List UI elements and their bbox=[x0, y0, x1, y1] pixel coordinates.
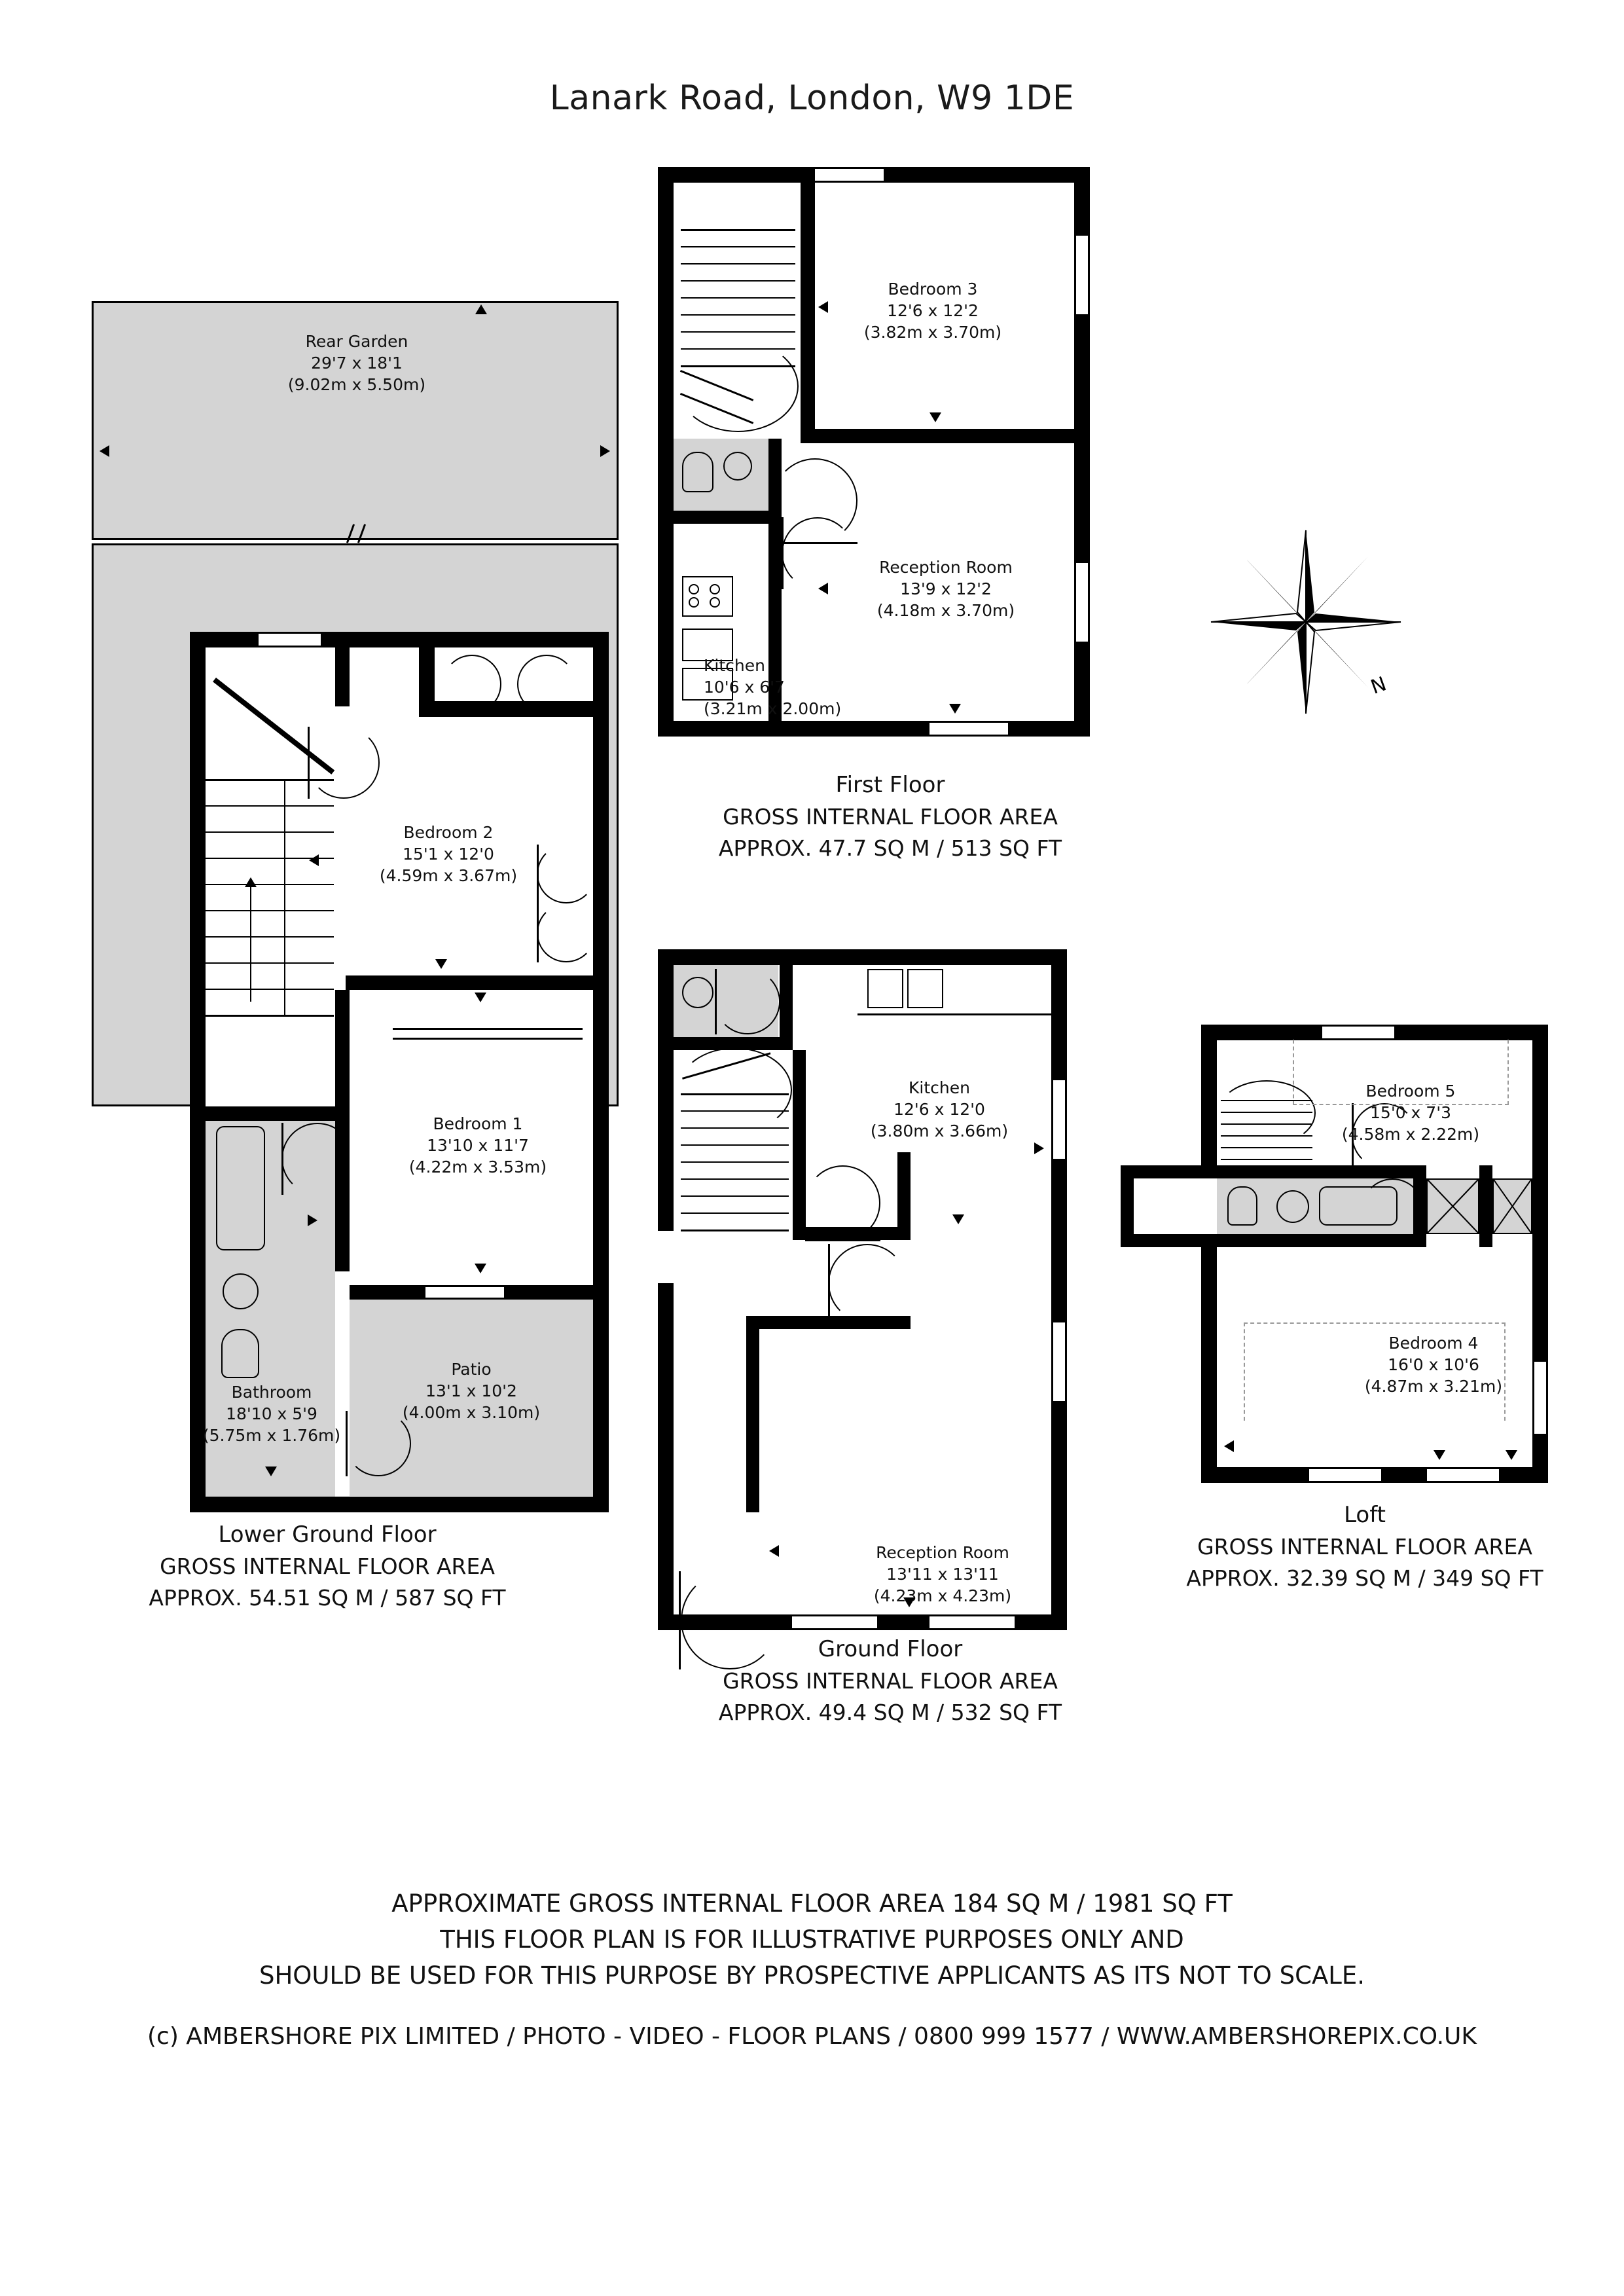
door-leaf bbox=[782, 517, 784, 589]
floor-area-line2: APPROX. 54.51 SQ M / 587 SQ FT bbox=[149, 1585, 506, 1611]
room-label-bedroom-2 bbox=[357, 822, 540, 886]
toilet-icon bbox=[682, 452, 713, 492]
counter-icon bbox=[907, 969, 943, 1008]
floor-area-line1: GROSS INTERNAL FLOOR AREA bbox=[160, 1554, 495, 1580]
lgf-partition-bed2-bed1 bbox=[346, 975, 593, 990]
floor-caption-first-floor bbox=[641, 769, 1139, 864]
lgf-wall-left bbox=[190, 632, 206, 1512]
floor-caption-lower-ground bbox=[0, 1519, 655, 1614]
window bbox=[808, 167, 884, 183]
floor-area-line1: GROSS INTERNAL FLOOR AREA bbox=[1197, 1534, 1532, 1560]
room-dims-imperial: 13'1 x 10'2 bbox=[425, 1381, 517, 1400]
door-arc bbox=[346, 1411, 411, 1476]
loft-ext-wall-bottom bbox=[1121, 1234, 1217, 1247]
room-dims-imperial: 18'10 x 5'9 bbox=[226, 1404, 317, 1423]
lgf-internal-wall-hall-right bbox=[335, 647, 350, 706]
room-dims-metric: (3.82m x 3.70m) bbox=[863, 323, 1002, 342]
room-label-reception-ground bbox=[831, 1542, 1054, 1607]
footer-note-line1: APPROXIMATE GROSS INTERNAL FLOOR AREA 184 SQ M / 1981 SQ FT bbox=[391, 1889, 1233, 1918]
ground-floor-plan bbox=[641, 917, 1139, 1735]
sink-icon bbox=[1276, 1190, 1309, 1223]
ff-internal-wall-vertical bbox=[801, 167, 815, 442]
room-name: Bedroom 4 bbox=[1388, 1334, 1479, 1353]
dimension-arrow bbox=[1434, 1450, 1445, 1460]
gf-wall-left-lower bbox=[658, 1283, 674, 1630]
loft-plan bbox=[1113, 982, 1623, 1571]
shower-cross-icon bbox=[1492, 1178, 1532, 1234]
footer-note-line2: THIS FLOOR PLAN IS FOR ILLUSTRATIVE PURPOSES ONLY AND bbox=[440, 1925, 1184, 1954]
room-name: Bedroom 5 bbox=[1365, 1082, 1456, 1101]
sink-icon bbox=[723, 452, 752, 481]
room-label-patio bbox=[393, 1358, 550, 1423]
room-dims-imperial: 12'6 x 12'0 bbox=[893, 1100, 985, 1119]
floor-caption-ground-floor bbox=[641, 1633, 1139, 1728]
door-arc bbox=[442, 655, 501, 714]
dimension-arrow bbox=[309, 854, 319, 866]
floor-area-line1: GROSS INTERNAL FLOOR AREA bbox=[723, 804, 1058, 830]
lgf-wall-right-lower bbox=[593, 1293, 609, 1512]
window bbox=[1051, 1080, 1067, 1159]
dimension-arrow bbox=[929, 412, 941, 422]
toilet-icon bbox=[221, 1329, 259, 1378]
floor-area-line2: APPROX. 49.4 SQ M / 532 SQ FT bbox=[718, 1700, 1062, 1726]
window bbox=[425, 1285, 504, 1300]
loft-wall-left-top bbox=[1201, 1025, 1217, 1165]
room-name: Reception Room bbox=[876, 1543, 1009, 1562]
loft-ext-wall-top bbox=[1121, 1165, 1217, 1178]
room-label-rear-garden bbox=[236, 331, 478, 395]
room-label-kitchen-first-floor bbox=[704, 655, 848, 720]
dimension-arrow bbox=[265, 1467, 277, 1476]
lgf-staircase bbox=[206, 779, 334, 1021]
page-title: Lanark Road, London, W9 1DE bbox=[549, 79, 1075, 118]
room-name: Bedroom 3 bbox=[888, 280, 978, 299]
gf-internal-wall-left-vertical bbox=[793, 1050, 806, 1240]
dimension-arrow bbox=[435, 959, 447, 969]
gf-wall-top bbox=[658, 949, 1067, 965]
room-label-bedroom-4 bbox=[1342, 1332, 1525, 1397]
dimension-arrow bbox=[475, 1264, 486, 1273]
door-arc bbox=[517, 655, 576, 714]
door-arc bbox=[537, 845, 596, 903]
room-name: Reception Room bbox=[879, 558, 1013, 577]
dimension-arrow bbox=[818, 301, 828, 313]
room-label-bedroom-1 bbox=[383, 1113, 573, 1178]
room-dims-metric: (5.75m x 1.76m) bbox=[202, 1426, 341, 1445]
room-dims-imperial: 13'10 x 11'7 bbox=[427, 1136, 529, 1155]
room-label-bedroom-3 bbox=[838, 278, 1028, 343]
room-dims-metric: (3.21m x 2.00m) bbox=[704, 699, 842, 718]
compass-label-north: N bbox=[1367, 672, 1390, 699]
window bbox=[929, 721, 1008, 737]
floor-name: Ground Floor bbox=[818, 1636, 963, 1662]
dimension-arrow bbox=[952, 1214, 964, 1224]
door-leaf bbox=[828, 1244, 830, 1322]
room-dims-imperial: 29'7 x 18'1 bbox=[311, 354, 403, 373]
lgf-wall-right bbox=[593, 632, 609, 1293]
floor-area-line2: APPROX. 32.39 SQ M / 349 SQ FT bbox=[1186, 1565, 1543, 1592]
ff-stair-winder bbox=[677, 340, 799, 432]
floor-area-line2: APPROX. 47.7 SQ M / 513 SQ FT bbox=[718, 835, 1062, 862]
door-arc bbox=[715, 969, 780, 1034]
door-arc bbox=[1362, 1178, 1424, 1241]
dimension-arrow bbox=[1224, 1440, 1234, 1452]
ff-wall-bottom bbox=[658, 721, 1090, 737]
room-dims-metric: (4.22m x 3.53m) bbox=[408, 1157, 547, 1176]
room-dims-metric: (4.00m x 3.10m) bbox=[402, 1403, 541, 1422]
window bbox=[792, 1614, 877, 1630]
door-arc bbox=[281, 1123, 353, 1195]
door-leaf bbox=[517, 713, 576, 715]
room-name: Patio bbox=[451, 1360, 492, 1379]
lgf-bathroom-wall-top bbox=[206, 1106, 350, 1121]
dimension-arrow bbox=[600, 445, 610, 457]
loft-wall-left-bottom bbox=[1201, 1244, 1217, 1483]
counter-run bbox=[857, 1013, 1051, 1015]
gf-wall-right bbox=[1051, 949, 1067, 1630]
lgf-sliding-door bbox=[393, 1038, 583, 1040]
floor-area-line1: GROSS INTERNAL FLOOR AREA bbox=[723, 1668, 1058, 1694]
room-dims-metric: (4.59m x 3.67m) bbox=[379, 866, 518, 885]
window bbox=[259, 632, 321, 647]
room-dims-imperial: 13'11 x 13'11 bbox=[886, 1565, 999, 1584]
door-arc bbox=[805, 1165, 880, 1241]
compass-rose bbox=[1204, 524, 1414, 720]
window bbox=[1074, 236, 1090, 314]
room-label-kitchen-ground bbox=[844, 1077, 1034, 1142]
room-label-bedroom-5 bbox=[1319, 1080, 1502, 1145]
door-arc bbox=[828, 1244, 907, 1322]
gf-internal-wall-stack bbox=[897, 1152, 911, 1240]
floor-name: Lower Ground Floor bbox=[218, 1522, 437, 1548]
room-dims-metric: (4.58m x 2.22m) bbox=[1341, 1125, 1480, 1144]
ff-wc-wall-bottom bbox=[674, 511, 782, 524]
dimension-arrow bbox=[99, 445, 109, 457]
dimension-arrow bbox=[308, 1214, 317, 1226]
sink-icon bbox=[223, 1273, 259, 1309]
dimension-arrow bbox=[475, 993, 486, 1002]
door-leaf bbox=[537, 845, 539, 903]
floor-name: First Floor bbox=[835, 772, 945, 798]
gf-wall-left bbox=[658, 949, 674, 1231]
door-leaf bbox=[537, 903, 539, 962]
window bbox=[1532, 1362, 1548, 1434]
dimension-arrow bbox=[903, 1597, 915, 1607]
shower-cross-icon bbox=[1426, 1178, 1479, 1234]
room-name: Bathroom bbox=[231, 1383, 312, 1402]
room-name: Kitchen bbox=[704, 656, 765, 675]
door-leaf bbox=[715, 969, 717, 1034]
door-leaf bbox=[346, 1411, 348, 1476]
loft-internal-wall-shower-right bbox=[1479, 1165, 1492, 1247]
room-dims-imperial: 15'0 x 7'3 bbox=[1370, 1103, 1451, 1122]
room-dims-imperial: 15'1 x 12'0 bbox=[403, 845, 494, 864]
room-dims-imperial: 16'0 x 10'6 bbox=[1388, 1355, 1479, 1374]
lgf-sliding-door bbox=[393, 1028, 583, 1030]
window bbox=[1074, 563, 1090, 642]
room-dims-metric: (3.80m x 3.66m) bbox=[870, 1121, 1009, 1140]
window bbox=[1309, 1467, 1381, 1483]
dimension-arrow bbox=[818, 583, 828, 594]
door-arc bbox=[308, 727, 380, 799]
toilet-icon bbox=[1227, 1186, 1257, 1226]
room-name: Bedroom 1 bbox=[433, 1114, 523, 1133]
lgf-wall-bottom bbox=[190, 1497, 609, 1512]
gf-internal-wall-recep-left bbox=[746, 1316, 759, 1512]
gf-stair-winder bbox=[677, 1048, 792, 1133]
dimension-arrow bbox=[769, 1545, 779, 1557]
window bbox=[1427, 1467, 1499, 1483]
footer-credit: (c) AMBERSHORE PIX LIMITED / PHOTO - VIDEO - FLOOR PLANS / 0800 999 1577 / WWW.AMBERSHOREPIX.CO.UK bbox=[147, 2023, 1477, 2050]
hob-burners bbox=[689, 584, 727, 609]
room-label-reception-first bbox=[838, 556, 1054, 621]
room-dims-metric: (4.23m x 4.23m) bbox=[873, 1586, 1012, 1605]
room-dims-imperial: 10'6 x 6'7 bbox=[704, 678, 785, 697]
footer-note-line3: SHOULD BE USED FOR THIS PURPOSE BY PROSPECTIVE APPLICANTS AS ITS NOT TO SCALE. bbox=[259, 1961, 1365, 1990]
bathtub-icon bbox=[216, 1126, 265, 1250]
counter-icon bbox=[867, 969, 903, 1008]
floor-name: Loft bbox=[1344, 1502, 1386, 1528]
dimension-arrow bbox=[949, 704, 961, 714]
lgf-wall-top bbox=[190, 632, 609, 647]
ff-wall-left bbox=[658, 167, 674, 737]
room-label-bathroom bbox=[196, 1381, 347, 1446]
room-dims-metric: (4.18m x 3.70m) bbox=[876, 601, 1015, 620]
door-leaf bbox=[442, 713, 501, 715]
door-leaf bbox=[308, 727, 310, 799]
floor-caption-loft bbox=[1106, 1499, 1623, 1594]
room-name: Bedroom 2 bbox=[403, 823, 494, 842]
room-name: Rear Garden bbox=[305, 332, 408, 351]
room-dims-imperial: 13'9 x 12'2 bbox=[900, 579, 992, 598]
door-leaf bbox=[281, 1123, 283, 1195]
sink-icon bbox=[682, 977, 713, 1008]
dimension-arrow bbox=[1034, 1142, 1044, 1154]
room-name: Kitchen bbox=[909, 1078, 970, 1097]
window bbox=[929, 1614, 1015, 1630]
room-dims-metric: (4.87m x 3.21m) bbox=[1364, 1377, 1503, 1396]
window bbox=[1322, 1025, 1394, 1040]
lower-ground-floor-plan bbox=[0, 0, 655, 1611]
door-arc bbox=[537, 903, 596, 962]
lgf-internal-wall-top-right bbox=[419, 632, 435, 717]
window bbox=[1051, 1322, 1067, 1401]
dimension-arrow bbox=[1506, 1450, 1517, 1460]
ff-internal-wall-horizontal bbox=[801, 429, 1090, 443]
dimension-arrow bbox=[475, 304, 487, 314]
room-dims-imperial: 12'6 x 12'2 bbox=[887, 301, 979, 320]
gf-utility-wall-right bbox=[780, 965, 793, 1050]
door-leaf bbox=[805, 1239, 880, 1241]
room-dims-metric: (9.02m x 5.50m) bbox=[287, 375, 426, 394]
